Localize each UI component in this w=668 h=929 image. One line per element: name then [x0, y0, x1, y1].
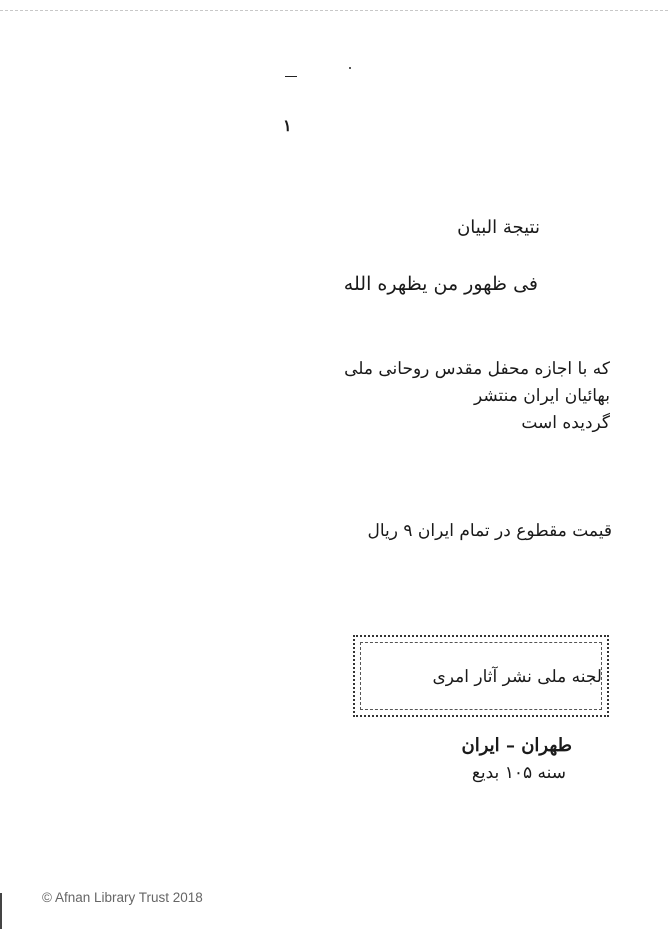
page-number: ١: [283, 116, 292, 135]
scan-edge-line: [0, 10, 668, 11]
publication-note-line: بهائیان ایران منتشر: [473, 386, 610, 406]
publication-city: طهران – ایران: [461, 735, 572, 756]
book-subtitle: فی ظهور من یظهره الله: [343, 273, 538, 295]
binding-edge: [0, 893, 2, 929]
book-title: نتیجة البیان: [457, 217, 540, 238]
publication-note: [344, 356, 610, 437]
ink-mark: [285, 76, 297, 77]
publication-note-line: که با اجازه محفل مقدس روحانی ملی: [344, 359, 610, 379]
publication-note-line: گردیده است: [521, 413, 610, 433]
publication-year: سنه ۱۰۵ بدیع: [471, 763, 566, 783]
price-line: قیمت مقطوع در تمام ایران ۹ ریال: [367, 521, 612, 541]
ink-dot: [349, 67, 351, 69]
publisher-name: لجنه ملی نشر آثار امری: [432, 667, 602, 687]
copyright-notice: © Afnan Library Trust 2018: [42, 890, 203, 905]
